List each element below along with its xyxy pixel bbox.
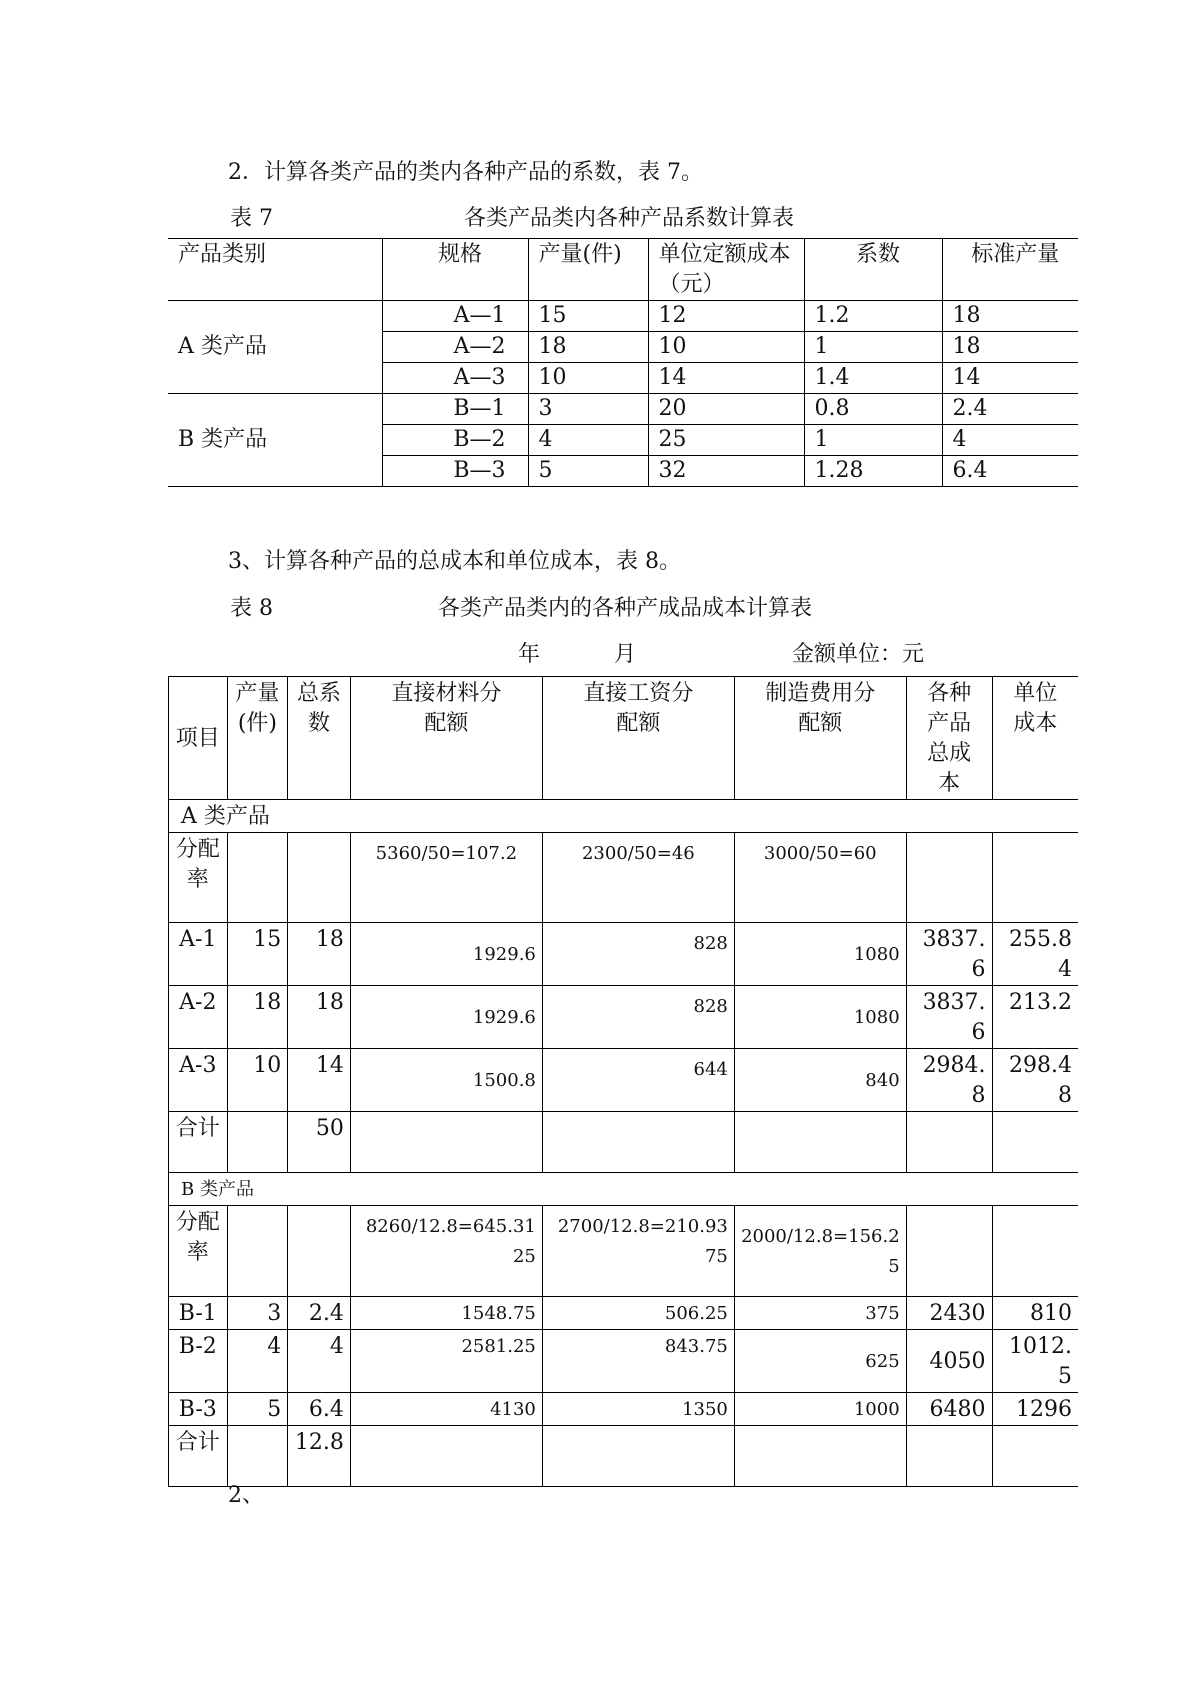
month-label: 月 bbox=[614, 642, 637, 667]
unit-cost-cell: 25 bbox=[648, 425, 804, 456]
header-spec: 规格 bbox=[382, 239, 528, 301]
material-cell: 2581.25 bbox=[350, 1330, 542, 1393]
table8-header-row bbox=[169, 677, 1079, 800]
unit-cost-cell: 255.84 bbox=[992, 923, 1078, 986]
qty-cell: 5 bbox=[528, 456, 648, 487]
qty-cell: 10 bbox=[528, 363, 648, 394]
material-cell: 1929.6 bbox=[350, 986, 542, 1049]
coefficient-cell: 0.8 bbox=[804, 394, 942, 425]
qty-cell: 3 bbox=[227, 1297, 288, 1330]
section2-heading: 2．计算各类产品的类内各种产品的系数，表 7。 bbox=[228, 160, 703, 185]
empty-cell bbox=[734, 1112, 906, 1173]
table-row bbox=[169, 923, 1079, 986]
group-b-sum-row bbox=[169, 1426, 1079, 1487]
unit-cost-cell: 1296 bbox=[992, 1393, 1078, 1426]
rate-label: 分配率 bbox=[169, 833, 228, 923]
coef-cell: 18 bbox=[288, 923, 351, 986]
coefficient-cell: 1.2 bbox=[804, 301, 942, 332]
sum-label: 合计 bbox=[169, 1112, 228, 1173]
wage-cell: 644 bbox=[542, 1049, 734, 1112]
wage-cell: 506.25 bbox=[542, 1297, 734, 1330]
table8-title: 各类产品类内的各种产成品成本计算表 bbox=[438, 596, 813, 621]
overhead-cell: 625 bbox=[734, 1330, 906, 1393]
wage-cell: 828 bbox=[542, 986, 734, 1049]
spec-cell: A—1 bbox=[382, 301, 528, 332]
empty-cell bbox=[227, 1112, 288, 1173]
material-cell: 1500.8 bbox=[350, 1049, 542, 1112]
empty-cell bbox=[906, 833, 992, 923]
qty-cell: 15 bbox=[528, 301, 648, 332]
total-cost-cell: 3837.6 bbox=[906, 923, 992, 986]
total-cost-cell: 3837.6 bbox=[906, 986, 992, 1049]
item-cell: A-3 bbox=[169, 1049, 228, 1112]
header-coefficient: 系数 bbox=[804, 239, 942, 301]
header-category: 产品类别 bbox=[168, 239, 382, 301]
table-row bbox=[169, 1393, 1079, 1426]
table7-header-row bbox=[168, 239, 1078, 301]
empty-cell bbox=[350, 1112, 542, 1173]
sum-coef: 50 bbox=[288, 1112, 351, 1173]
unit-cost-cell: 10 bbox=[648, 332, 804, 363]
empty-cell bbox=[734, 1426, 906, 1487]
overhead-cell: 1080 bbox=[734, 923, 906, 986]
unit-cost-cell: 810 bbox=[992, 1297, 1078, 1330]
spec-cell: A—3 bbox=[382, 363, 528, 394]
unit-cost-cell: 32 bbox=[648, 456, 804, 487]
table-row bbox=[168, 301, 1078, 332]
wage-rate: 2300/50=46 bbox=[542, 833, 734, 923]
std-output-cell: 2.4 bbox=[942, 394, 1078, 425]
group-b-label: B 类产品 bbox=[169, 1173, 1079, 1206]
year-label: 年 bbox=[518, 642, 541, 667]
qty-cell: 5 bbox=[227, 1393, 288, 1426]
item-cell: A-1 bbox=[169, 923, 228, 986]
std-output-cell: 18 bbox=[942, 332, 1078, 363]
qty-cell: 3 bbox=[528, 394, 648, 425]
spec-cell: B—3 bbox=[382, 456, 528, 487]
empty-cell bbox=[992, 1206, 1078, 1297]
header-total-coef: 总系数 bbox=[288, 677, 351, 800]
spec-cell: B—2 bbox=[382, 425, 528, 456]
table7 bbox=[168, 238, 1078, 487]
empty-cell bbox=[227, 833, 288, 923]
qty-cell: 18 bbox=[528, 332, 648, 363]
material-cell: 4130 bbox=[350, 1393, 542, 1426]
coefficient-cell: 1 bbox=[804, 332, 942, 363]
group-a-rate-row bbox=[169, 833, 1079, 923]
overhead-cell: 840 bbox=[734, 1049, 906, 1112]
total-cost-cell: 2430 bbox=[906, 1297, 992, 1330]
unit-cost-cell: 1012.5 bbox=[992, 1330, 1078, 1393]
qty-cell: 4 bbox=[227, 1330, 288, 1393]
coefficient-cell: 1.4 bbox=[804, 363, 942, 394]
empty-cell bbox=[288, 1206, 351, 1297]
header-overhead: 制造费用分配额 bbox=[734, 677, 906, 800]
unit-cost-cell: 20 bbox=[648, 394, 804, 425]
unit-cost-cell: 213.2 bbox=[992, 986, 1078, 1049]
group-a-label: A 类产品 bbox=[169, 800, 1079, 833]
empty-cell bbox=[906, 1426, 992, 1487]
coefficient-cell: 1.28 bbox=[804, 456, 942, 487]
std-output-cell: 14 bbox=[942, 363, 1078, 394]
qty-cell: 4 bbox=[528, 425, 648, 456]
item-cell: B-2 bbox=[169, 1330, 228, 1393]
coef-cell: 6.4 bbox=[288, 1393, 351, 1426]
sum-label: 合计 bbox=[169, 1426, 228, 1487]
table-row bbox=[169, 1049, 1079, 1112]
item-cell: B-1 bbox=[169, 1297, 228, 1330]
empty-cell bbox=[542, 1112, 734, 1173]
coef-cell: 18 bbox=[288, 986, 351, 1049]
unit-cost-cell: 298.48 bbox=[992, 1049, 1078, 1112]
section3-heading: 3、计算各种产品的总成本和单位成本，表 8。 bbox=[228, 549, 681, 574]
spec-cell: B—1 bbox=[382, 394, 528, 425]
qty-cell: 18 bbox=[227, 986, 288, 1049]
material-rate: 5360/50=107.2 bbox=[350, 833, 542, 923]
header-std-output: 标准产量 bbox=[942, 239, 1078, 301]
table7-number: 表 7 bbox=[230, 206, 273, 231]
header-item: 项目 bbox=[169, 677, 228, 800]
table-row bbox=[168, 394, 1078, 425]
unit-cost-cell: 12 bbox=[648, 301, 804, 332]
header-total-cost: 各种产品总成本 bbox=[906, 677, 992, 800]
header-unit-cost: 单位成本 bbox=[992, 677, 1078, 800]
table8-number: 表 8 bbox=[230, 596, 273, 621]
group-b-rate-row bbox=[169, 1206, 1079, 1297]
item-cell: B-3 bbox=[169, 1393, 228, 1426]
item-cell: A-2 bbox=[169, 986, 228, 1049]
qty-cell: 15 bbox=[227, 923, 288, 986]
category-b: B 类产品 bbox=[168, 394, 382, 487]
total-cost-cell: 2984.8 bbox=[906, 1049, 992, 1112]
spec-cell: A—2 bbox=[382, 332, 528, 363]
empty-cell bbox=[542, 1426, 734, 1487]
footer-text: 2、 bbox=[228, 1483, 264, 1508]
std-output-cell: 4 bbox=[942, 425, 1078, 456]
std-output-cell: 18 bbox=[942, 301, 1078, 332]
group-b-header bbox=[169, 1173, 1079, 1206]
wage-rate: 2700/12.8=210.9375 bbox=[542, 1206, 734, 1297]
overhead-rate: 3000/50=60 bbox=[734, 833, 906, 923]
empty-cell bbox=[992, 1426, 1078, 1487]
table-row bbox=[169, 1297, 1079, 1330]
overhead-cell: 1000 bbox=[734, 1393, 906, 1426]
empty-cell bbox=[992, 833, 1078, 923]
empty-cell bbox=[906, 1112, 992, 1173]
total-cost-cell: 4050 bbox=[906, 1330, 992, 1393]
material-cell: 1929.6 bbox=[350, 923, 542, 986]
wage-cell: 1350 bbox=[542, 1393, 734, 1426]
header-wage: 直接工资分配额 bbox=[542, 677, 734, 800]
empty-cell bbox=[992, 1112, 1078, 1173]
empty-cell bbox=[227, 1206, 288, 1297]
empty-cell bbox=[906, 1206, 992, 1297]
table7-title: 各类产品类内各种产品系数计算表 bbox=[464, 206, 795, 231]
coef-cell: 2.4 bbox=[288, 1297, 351, 1330]
header-material: 直接材料分配额 bbox=[350, 677, 542, 800]
header-qty: 产量(件) bbox=[528, 239, 648, 301]
table8 bbox=[168, 676, 1078, 1487]
empty-cell bbox=[288, 833, 351, 923]
rate-label: 分配率 bbox=[169, 1206, 228, 1297]
empty-cell bbox=[350, 1426, 542, 1487]
material-cell: 1548.75 bbox=[350, 1297, 542, 1330]
wage-cell: 843.75 bbox=[542, 1330, 734, 1393]
header-unit-cost: 单位定额成本（元） bbox=[648, 239, 804, 301]
coef-cell: 4 bbox=[288, 1330, 351, 1393]
std-output-cell: 6.4 bbox=[942, 456, 1078, 487]
wage-cell: 828 bbox=[542, 923, 734, 986]
overhead-rate: 2000/12.8=156.25 bbox=[734, 1206, 906, 1297]
qty-cell: 10 bbox=[227, 1049, 288, 1112]
header-qty: 产量(件) bbox=[227, 677, 288, 800]
group-a-sum-row bbox=[169, 1112, 1079, 1173]
unit-cost-cell: 14 bbox=[648, 363, 804, 394]
overhead-cell: 375 bbox=[734, 1297, 906, 1330]
material-rate: 8260/12.8=645.3125 bbox=[350, 1206, 542, 1297]
coefficient-cell: 1 bbox=[804, 425, 942, 456]
total-cost-cell: 6480 bbox=[906, 1393, 992, 1426]
coef-cell: 14 bbox=[288, 1049, 351, 1112]
table-row bbox=[169, 986, 1079, 1049]
sum-coef: 12.8 bbox=[288, 1426, 351, 1487]
category-a: A 类产品 bbox=[168, 301, 382, 394]
group-a-header bbox=[169, 800, 1079, 833]
table-row bbox=[169, 1330, 1079, 1393]
overhead-cell: 1080 bbox=[734, 986, 906, 1049]
amount-unit-label: 金额单位：元 bbox=[792, 642, 925, 667]
